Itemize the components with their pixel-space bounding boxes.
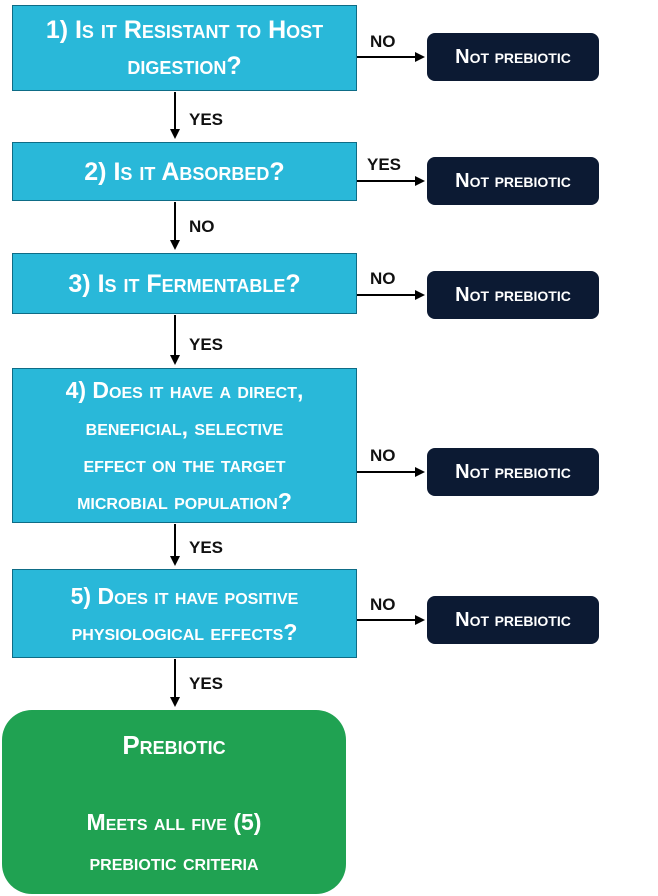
down-label-3: YES bbox=[189, 335, 224, 354]
side-label-5: NO bbox=[370, 595, 396, 614]
down-label-5: YES bbox=[189, 674, 224, 693]
result-subtitle: Meets all five (5) prebiotic criteria bbox=[86, 809, 262, 875]
side-label-1: NO bbox=[370, 32, 396, 51]
down-label-4: YES bbox=[189, 538, 224, 557]
outcome-box-2: Not prebiotic bbox=[427, 157, 599, 205]
side-label-4: NO bbox=[370, 446, 396, 465]
question-box-2: 2) Is it Absorbed? bbox=[12, 142, 357, 201]
down-label-2: NO bbox=[189, 217, 215, 236]
question-box-4: 4) Does it have a direct, beneficial, selective effect on the target microbial population? bbox=[12, 368, 357, 523]
result-title: Prebiotic bbox=[122, 730, 226, 760]
side-label-2: YES bbox=[367, 155, 402, 174]
outcome-box-1: Not prebiotic bbox=[427, 33, 599, 81]
prebiotic-result-box bbox=[2, 710, 346, 894]
down-label-1: YES bbox=[189, 110, 224, 129]
question-box-5: 5) Does it have positive physiological effects? bbox=[12, 569, 357, 658]
outcome-box-3: Not prebiotic bbox=[427, 271, 599, 319]
side-label-3: NO bbox=[370, 269, 396, 288]
question-box-1: 1) Is it Resistant to Host digestion? bbox=[12, 5, 357, 91]
outcome-box-4: Not prebiotic bbox=[427, 448, 599, 496]
outcome-box-5: Not prebiotic bbox=[427, 596, 599, 644]
question-box-3: 3) Is it Fermentable? bbox=[12, 253, 357, 314]
